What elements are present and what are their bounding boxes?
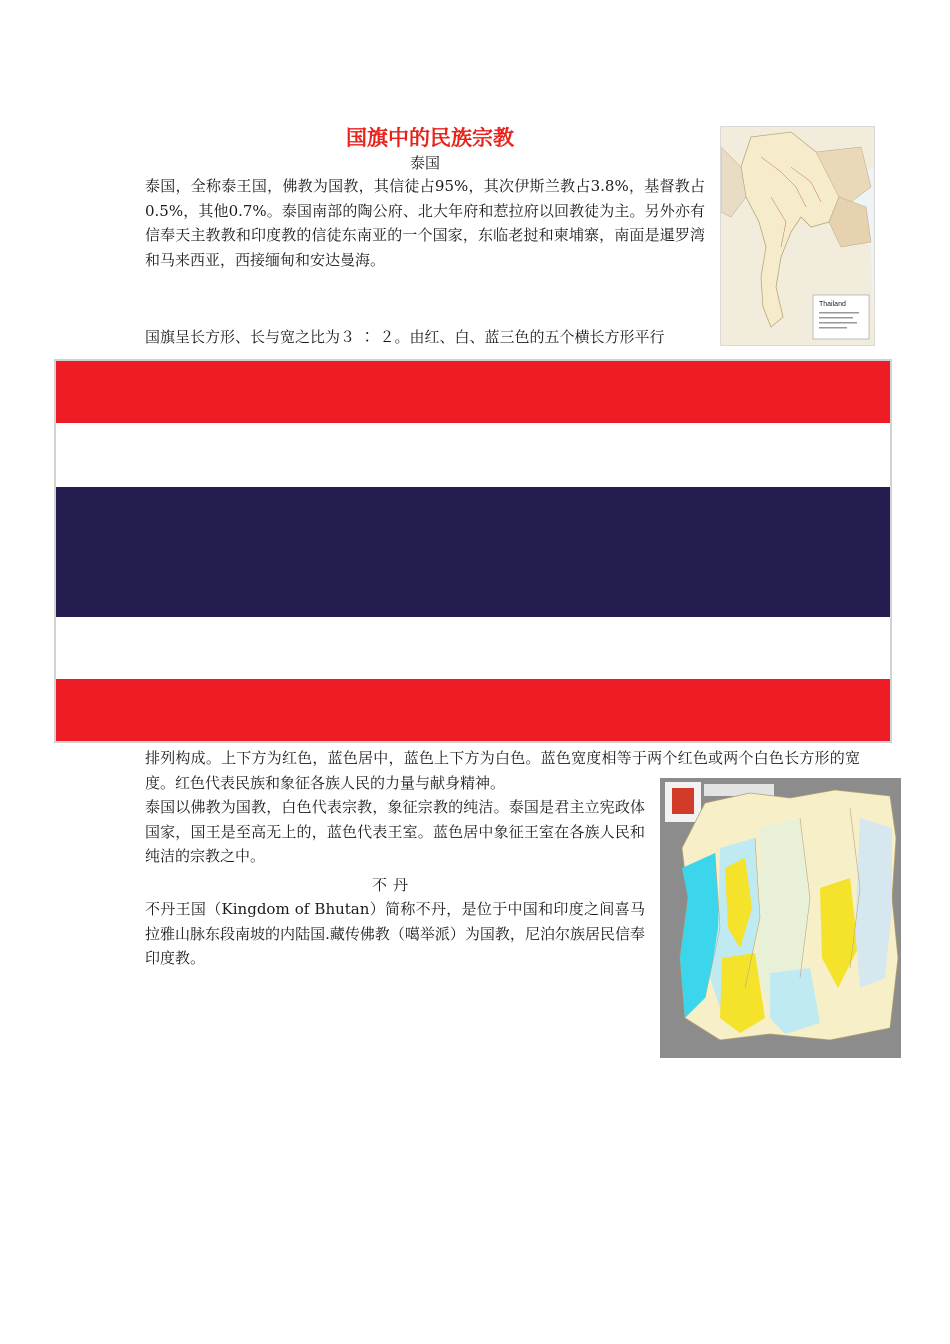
flag-description-paragraph: 排列构成。上下方为红色，蓝色居中，蓝色上下方为白色。蓝色宽度相等于两个红色或两个白色长方形的宽度。红色代表民族和象征各族人民的力量与献身精神。 xyxy=(145,749,860,792)
thailand-map-image xyxy=(720,126,875,346)
flag-intro-line: 国旗呈长方形、长与宽之比为３ ∶ ２。由红、白、蓝三色的五个横长方形平行 xyxy=(145,328,665,346)
flag-symbolism-paragraph: 泰国以佛教为国教，白色代表宗教，象征宗教的纯洁。泰国是君主立宪政体国家，国王是至高无上的，蓝色代表王室。蓝色居中象征王室在各族人民和纯洁的宗教之中。 xyxy=(145,798,645,865)
bhutan-heading: 不丹 xyxy=(372,876,415,894)
flag-stripe-lower-white xyxy=(56,617,890,679)
flag-stripe-blue xyxy=(56,487,890,617)
thailand-flag xyxy=(54,359,892,743)
flag-stripe-bottom-red xyxy=(56,679,890,741)
document-title: 国旗中的民族宗教 xyxy=(346,126,514,150)
thailand-map-label: Thailand xyxy=(819,301,846,308)
flag-stripe-upper-white xyxy=(56,423,890,487)
thailand-intro-paragraph: 泰国，全称泰王国，佛教为国教，其信徒占95%，其次伊斯兰教占3.8%，基督教占0.5%，其他0.7%。泰国南部的陶公府、北大年府和惹拉府以回教徒为主。另外亦有信奉天主教教和印度教的信徒东南亚的一个国家，东临老挝和柬埔寨，南面是暹罗湾和马来西亚，西接缅甸和安达曼海。 xyxy=(145,177,705,269)
thailand-heading: 泰国 xyxy=(409,154,440,172)
bhutan-paragraph: 不丹王国（Kingdom of Bhutan）简称不丹，是位于中国和印度之间喜马拉雅山脉东段南坡的内陆国.藏传佛教（噶举派）为国教，尼泊尔族居民信奉印度教。 xyxy=(145,900,645,967)
flag-stripe-top-red xyxy=(56,361,890,423)
bhutan-map-image xyxy=(660,778,901,1058)
